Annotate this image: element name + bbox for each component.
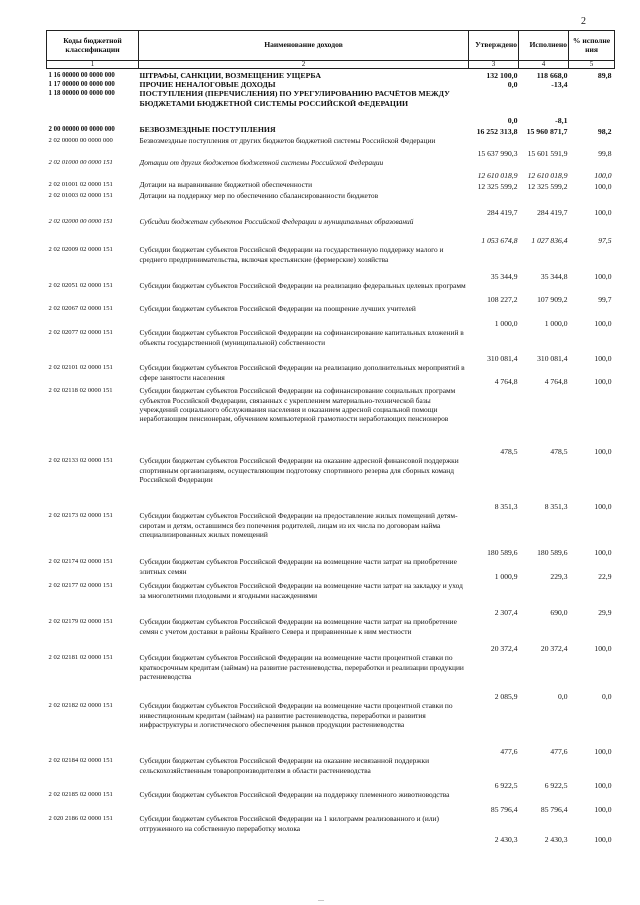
- row-code: 2 02 02133 02 0000 151: [48, 457, 113, 465]
- row-executed: 0,0: [558, 692, 568, 702]
- row-code: 2 02 02173 02 0000 151: [48, 512, 113, 520]
- row-approved: 132 100,0: [486, 71, 518, 80]
- row-executed: 15 601 591,9: [527, 149, 568, 159]
- row-executed: 35 344,8: [540, 272, 568, 282]
- row-code: 2 02 01001 02 0000 151: [48, 181, 113, 189]
- row-executed: 8 351,3: [544, 502, 568, 512]
- table-row: [47, 180, 615, 191]
- table-row: [47, 386, 615, 456]
- row-executed: 477,6: [550, 747, 568, 757]
- row-percent: 100,0: [594, 319, 612, 329]
- row-approved: 12 610 018,9: [477, 171, 518, 181]
- table-body: [47, 69, 615, 845]
- row-code: 2 02 02185 02 0000 151: [48, 791, 113, 799]
- row-percent: 22,9: [598, 572, 612, 582]
- row-name: Субсидии бюджетам субъектов Российской Федерации на оказание несвязанной поддержки сельскохозяйственным товаропроизводителям в области растениеводства: [139, 756, 430, 775]
- row-percent: 100,0: [594, 835, 612, 845]
- row-name: Субсидии бюджетам субъектов Российской Федерации на поощрение лучших учителей: [139, 304, 416, 314]
- row-executed: 229,3: [550, 572, 568, 582]
- row-approved: 284 419,7: [487, 208, 518, 218]
- row-name: Субсидии бюджетам субъектов Российской Федерации на возмещение части затрат на приобретение семян с учетом доставки в районы Крайнего Севера и приравненные к ним местности: [139, 617, 457, 636]
- table-row: [47, 80, 615, 89]
- header-colnum-4: 4: [519, 61, 569, 69]
- row-approved: 2 085,9: [494, 692, 518, 702]
- row-executed: 478,5: [550, 447, 568, 457]
- row-percent: 97,5: [598, 236, 612, 246]
- row-executed: 4 764,8: [544, 377, 568, 387]
- row-name: Дотации на поддержку мер по обеспечению сбалансированности бюджетов: [139, 191, 379, 201]
- row-approved: 1 000,0: [494, 319, 518, 329]
- row-name: Субсидии бюджетам субъектов Российской Федерации на предоставление жилых помещений детям-сиротам и детям, оставшимся без попечения родителей, лицам из их числа по договорам найма специализированных жилых помещений: [139, 511, 458, 539]
- header-colnum-5: 5: [569, 61, 615, 69]
- table-header: [47, 31, 615, 69]
- table-row: [47, 304, 615, 328]
- row-executed: 118 668,0: [536, 71, 568, 80]
- row-code: 2 02 02000 00 0000 151: [48, 218, 113, 226]
- row-name: Субсидии бюджетам субъектов Российской Федерации на возмещение части затрат на закладку и уход за многолетними плодовыми и ягодными насаждениями: [139, 581, 463, 600]
- header-execution-percent: % исполне ния: [569, 31, 615, 61]
- page-footer-mark: —: [318, 898, 324, 904]
- table-row: [47, 89, 615, 125]
- row-approved: 2 430,3: [494, 835, 518, 845]
- row-name: Субсидии бюджетам субъектов Российской Федерации и муниципальных образований: [139, 217, 414, 227]
- row-executed: 107 909,2: [537, 295, 568, 305]
- header-colnum-1: 1: [47, 61, 139, 69]
- row-name: Дотации от других бюджетов бюджетной системы Российской Федерации: [139, 158, 384, 168]
- header-colnum-3: 3: [469, 61, 519, 69]
- row-percent: 100,0: [594, 781, 612, 791]
- row-percent: 100,0: [594, 805, 612, 815]
- row-percent: 100,0: [594, 644, 612, 654]
- budget-income-table: [46, 30, 615, 844]
- row-name: Субсидии бюджетам субъектов Российской Федерации на государственную поддержку малого и среднего предпринимательства, включая крестьянские (фермерские) хозяйства: [139, 245, 444, 264]
- row-approved: 108 227,2: [487, 295, 518, 305]
- row-percent: 100,0: [594, 548, 612, 558]
- table-row: [47, 245, 615, 281]
- row-percent: 99,8: [598, 149, 612, 159]
- row-code: 2 02 02101 02 0000 151: [48, 364, 113, 372]
- row-name: Дотации на выравнивание бюджетной обеспеченности: [139, 180, 313, 190]
- table-row: [47, 69, 615, 81]
- row-executed: 1 027 836,4: [531, 236, 568, 246]
- table-row: [47, 125, 615, 136]
- row-name: Субсидии бюджетам субъектов Российской Федерации на софинансирование капитальных вложений в объекты государственной (муниципальной) собственности: [139, 328, 464, 347]
- row-name: Субсидии бюджетам субъектов Российской Федерации на реализацию федеральных целевых программ: [139, 281, 466, 291]
- table-row: [47, 756, 615, 790]
- row-code: 2 02 02118 02 0000 151: [48, 387, 113, 395]
- row-approved: 6 922,5: [494, 781, 518, 791]
- row-approved: 35 344,9: [490, 272, 518, 282]
- row-percent: 100,0: [594, 377, 612, 387]
- row-approved: 1 053 674,8: [481, 236, 518, 246]
- table-row: [47, 814, 615, 844]
- row-name: ПРОЧИЕ НЕНАЛОГОВЫЕ ДОХОДЫ: [139, 80, 276, 90]
- table-row: [47, 701, 615, 756]
- row-code: 1 18 00000 00 0000 000: [48, 90, 115, 98]
- row-approved: 478,5: [500, 447, 518, 457]
- row-executed: 12 610 018,9: [527, 171, 568, 181]
- row-percent: [569, 89, 615, 125]
- row-percent: 100,0: [594, 502, 612, 512]
- table-row: [47, 557, 615, 581]
- row-percent: 100,0: [594, 182, 612, 192]
- row-name: Субсидии бюджетам субъектов Российской Федерации на поддержку племенного животноводства: [139, 790, 450, 800]
- row-executed: 6 922,5: [544, 781, 568, 791]
- table-row: [47, 158, 615, 180]
- table-row: [47, 281, 615, 304]
- row-code: 2 00 00000 00 0000 000: [48, 126, 115, 134]
- row-approved: 16 252 313,8: [476, 127, 518, 137]
- row-approved: 0,0: [507, 116, 518, 126]
- row-code: 2 02 02067 02 0000 151: [48, 305, 113, 313]
- row-code: 2 02 02174 02 0000 151: [48, 558, 113, 566]
- row-code: 2 02 01003 02 0000 151: [48, 192, 113, 200]
- row-executed: -13,4: [551, 80, 568, 90]
- row-percent: 89,8: [597, 71, 612, 80]
- row-executed: 12 325 599,2: [527, 182, 568, 192]
- row-percent: 100,0: [594, 354, 612, 364]
- row-approved: 85 796,4: [490, 805, 518, 815]
- row-approved: 12 325 599,2: [477, 182, 518, 192]
- row-code: 2 02 02179 02 0000 151: [48, 618, 113, 626]
- row-approved: 4 764,8: [494, 377, 518, 387]
- table-row: [47, 790, 615, 814]
- row-approved: 180 589,6: [487, 548, 518, 558]
- header-approved: Утверждено: [469, 31, 519, 61]
- row-name: Безвозмездные поступления от других бюджетов бюджетной системы Российской Федерации: [139, 136, 436, 146]
- row-executed: -8,1: [555, 116, 568, 126]
- row-percent: 98,2: [597, 127, 612, 137]
- table-row: [47, 217, 615, 245]
- row-code: 2 02 02009 02 0000 151: [48, 246, 113, 254]
- row-percent: 100,0: [594, 747, 612, 757]
- row-code: 2 02 02181 02 0000 151: [48, 654, 113, 662]
- row-percent: 29,9: [598, 608, 612, 618]
- row-executed: 310 081,4: [537, 354, 568, 364]
- table-row: [47, 136, 615, 158]
- table-row: [47, 581, 615, 617]
- row-executed: 180 589,6: [537, 548, 568, 558]
- row-executed: 284 419,7: [537, 208, 568, 218]
- row-approved: 0,0: [507, 80, 518, 90]
- row-executed: 2 430,3: [544, 835, 568, 845]
- row-name: БЕЗВОЗМЕЗДНЫЕ ПОСТУПЛЕНИЯ: [139, 125, 276, 135]
- row-executed: 1 000,0: [544, 319, 568, 329]
- row-code: 1 16 00000 00 0000 000: [48, 72, 115, 79]
- row-approved: 310 081,4: [487, 354, 518, 364]
- row-approved: 8 351,3: [494, 502, 518, 512]
- header-classification-codes: Коды бюджетной классификации: [47, 31, 139, 61]
- table-row: [47, 363, 615, 386]
- row-approved: 477,6: [500, 747, 518, 757]
- table-row: [47, 328, 615, 363]
- row-percent: 0,0: [602, 692, 612, 702]
- row-name: Субсидии бюджетам субъектов Российской Федерации на оказание адресной финансовой поддержки спортивным организациям, осуществляющим подготовку спортивного резерва для сборных команд Российской Федерации: [139, 456, 459, 484]
- header-income-name: Наименование доходов: [139, 31, 469, 61]
- row-name: Субсидии бюджетам субъектов Российской Федерации на реализацию дополнительных мероприятий в сфере занятости населения: [139, 363, 465, 382]
- row-approved: 2 307,4: [494, 608, 518, 618]
- table-row: [47, 191, 615, 217]
- row-approved: 20 372,4: [490, 644, 518, 654]
- row-name: Субсидии бюджетам субъектов Российской Федерации на возмещение части процентной ставки по инвестиционным кредитам (займам) на развитие растениеводства, переработки и развития инфраструктуры и логистического обеспечения рынков продукции растениеводства: [139, 701, 453, 729]
- header-colnum-2: 2: [139, 61, 469, 69]
- table-row: [47, 653, 615, 701]
- row-name: Субсидии бюджетам субъектов Российской Федерации на софинансирование социальных программ субъектов Российской Федерации, связанных с укреплением материально-технической базы учреждений социального обслуживания населения и оказанием адресной социальной помощи неработающим пенсионерам, обучением компьютерной грамотности неработающих пенсионеров: [139, 386, 456, 424]
- row-code: 2 02 02051 02 0000 151: [48, 282, 113, 290]
- row-code: 2 020 2186 02 0000 151: [48, 815, 113, 823]
- header-executed: Исполнено: [519, 31, 569, 61]
- row-percent: 99,7: [598, 295, 612, 305]
- row-name: ПОСТУПЛЕНИЯ (ПЕРЕЧИСЛЕНИЯ) ПО УРЕГУЛИРОВАНИЮ РАСЧЁТОВ МЕЖДУ БЮДЖЕТАМИ БЮДЖЕТНОЙ СИСТЕМЫ РОССИЙСКОЙ ФЕДЕРАЦИИ: [139, 89, 450, 108]
- row-percent: 100,0: [594, 272, 612, 282]
- table-row: [47, 617, 615, 653]
- row-percent: 100,0: [594, 208, 612, 218]
- row-name: Субсидии бюджетам субъектов Российской Федерации на возмещение части затрат на приобретение элитных семян: [139, 557, 457, 576]
- page-number: 2: [581, 16, 586, 27]
- row-approved: 1 000,9: [494, 572, 518, 582]
- row-executed: 15 960 871,7: [526, 127, 568, 137]
- row-executed: 85 796,4: [540, 805, 568, 815]
- row-name: ШТРАФЫ, САНКЦИИ, ВОЗМЕЩЕНИЕ УЩЕРБА: [139, 71, 322, 80]
- row-percent: 100,0: [594, 171, 612, 181]
- row-code: 2 02 00000 00 0000 000: [48, 137, 113, 145]
- row-executed: 690,0: [550, 608, 568, 618]
- table-row: [47, 456, 615, 511]
- row-code: 2 02 01000 00 0000 151: [48, 159, 113, 167]
- row-code: 1 17 00000 00 0000 000: [48, 81, 115, 89]
- table-row: [47, 511, 615, 557]
- budget-table-container: [46, 30, 614, 844]
- row-code: 2 02 02184 02 0000 151: [48, 757, 113, 765]
- row-executed: 20 372,4: [540, 644, 568, 654]
- row-code: 2 02 02077 02 0000 151: [48, 329, 113, 337]
- row-code: 2 02 02182 02 0000 151: [48, 702, 113, 710]
- row-name: Субсидии бюджетам субъектов Российской Федерации на возмещение части процентной ставки по краткосрочным кредитам (займам) на развитие растениеводства, переработки и реализации продукции растениеводства: [139, 653, 464, 681]
- row-code: 2 02 02177 02 0000 151: [48, 582, 113, 590]
- row-percent: 100,0: [594, 447, 612, 457]
- row-name: Субсидии бюджетам субъектов Российской Федерации на 1 килограмм реализованного и (или) отгруженного на собственную переработку молока: [139, 814, 439, 833]
- row-percent: [569, 80, 615, 89]
- row-approved: 15 637 990,3: [477, 149, 518, 159]
